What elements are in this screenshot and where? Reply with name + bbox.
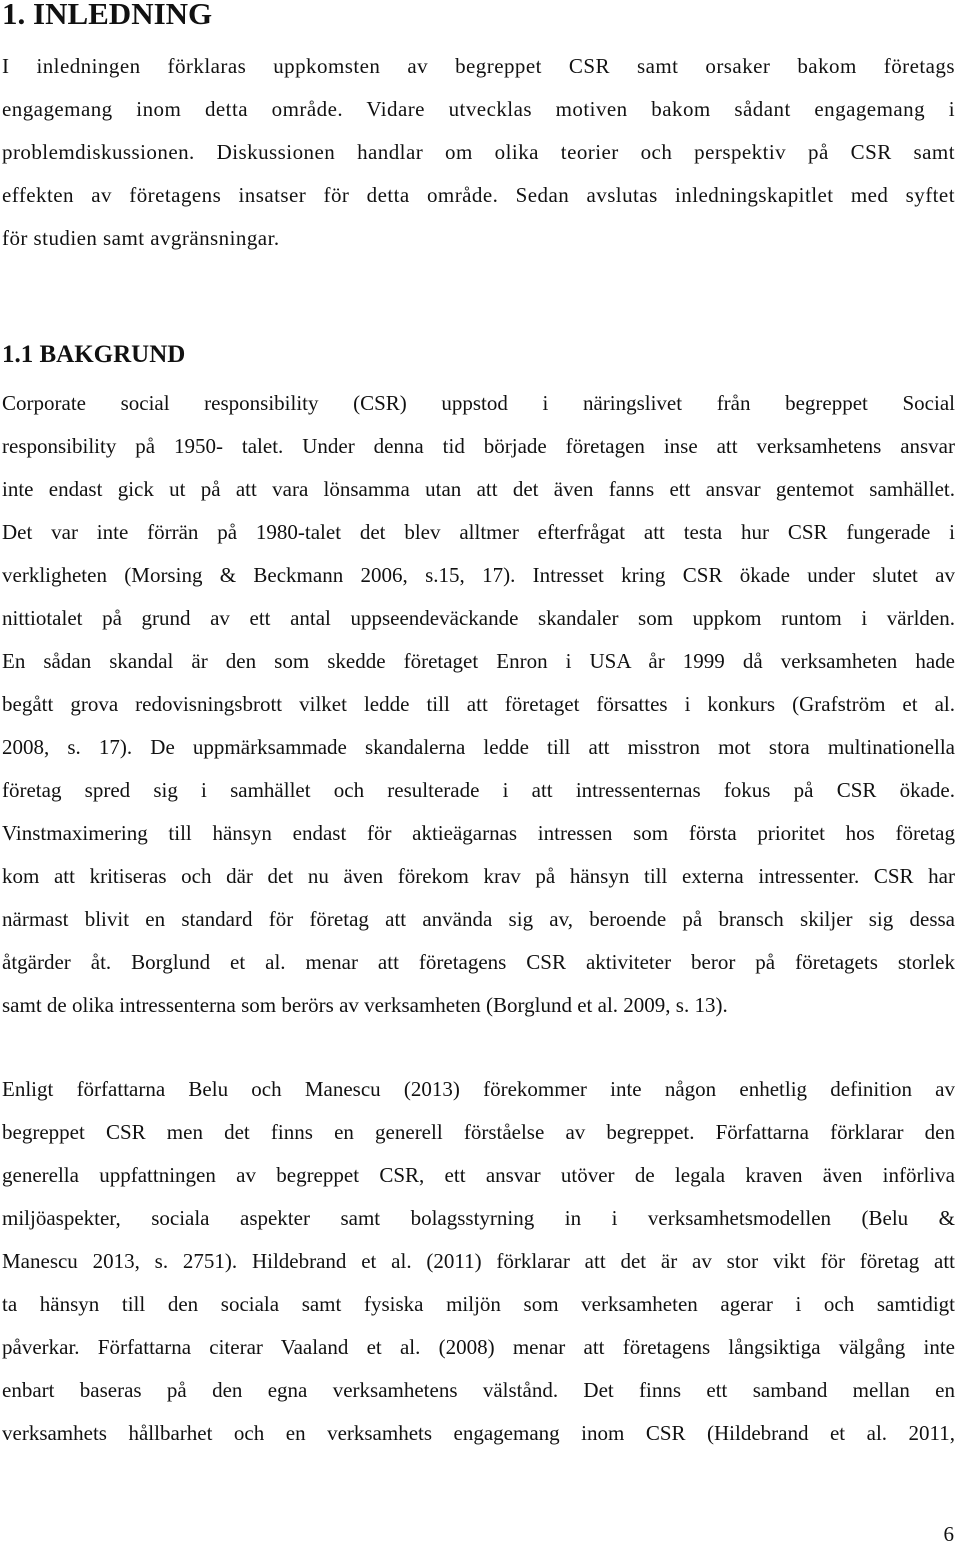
paragraph-line: begreppet CSR men det finns en generell förståelse av begreppet. Författarna förklarar den	[2, 1120, 955, 1144]
paragraph-line: kom att kritiseras och där det nu även förekom krav på hänsyn till externa intressenter. CSR har	[2, 864, 955, 888]
intro-line: engagemang inom detta område. Vidare utvecklas motiven bakom sådant engagemang i	[2, 97, 955, 121]
background-paragraph-1	[2, 382, 955, 1027]
paragraph-line: Vinstmaximering till hänsyn endast för aktieägarnas intressen som första prioritet hos företag	[2, 821, 955, 845]
paragraph-line: Det var inte förrän på 1980-talet det blev alltmer efterfrågat att testa hur CSR fungerade i	[2, 520, 955, 544]
paragraph-line: Enligt författarna Belu och Manescu (2013) förekommer inte någon enhetlig definition av	[2, 1077, 955, 1101]
paragraph-line: Manescu 2013, s. 2751). Hildebrand et al. (2011) förklarar att det är av stor vikt för företag att	[2, 1249, 955, 1273]
paragraph-line: nittiotalet på grund av ett antal uppseendeväckande skandaler som uppkom runtom i världen.	[2, 606, 955, 630]
paragraph-line: generella uppfattningen av begreppet CSR, ett ansvar utöver de legala kraven även införliva	[2, 1163, 955, 1187]
paragraph-line: Corporate social responsibility (CSR) uppstod i näringslivet från begreppet Social	[2, 391, 955, 415]
paragraph-line: påverkar. Författarna citerar Vaaland et al. (2008) menar att företagens långsiktiga välgång inte	[2, 1335, 955, 1359]
paragraph-line: verkligheten (Morsing & Beckmann 2006, s.15, 17). Intresset kring CSR ökade under slutet av	[2, 563, 955, 587]
paragraph-line: verksamhets hållbarhet och en verksamhets engagemang inom CSR (Hildebrand et al. 2011,	[2, 1421, 955, 1445]
page-number: 6	[943, 1522, 954, 1546]
paragraph-line: 2008, s. 17). De uppmärksammade skandalerna ledde till att misstron mot stora multinationella	[2, 735, 955, 759]
intro-line: effekten av företagens insatser för detta område. Sedan avslutas inledningskapitlet med syftet	[2, 183, 955, 207]
paragraph-line: ta hänsyn till den sociala samt fysiska miljön som verksamheten agerar i och samtidigt	[2, 1292, 955, 1316]
paragraph-line: begått grova redovisningsbrott vilket ledde till att företaget försattes i konkurs (Grafström et al.	[2, 692, 955, 716]
intro-line: för studien samt avgränsningar.	[2, 226, 280, 250]
intro-paragraph	[2, 45, 955, 260]
chapter-heading: 1. INLEDNING	[2, 0, 213, 31]
intro-line: problemdiskussionen. Diskussionen handlar om olika teorier och perspektiv på CSR samt	[2, 140, 955, 164]
paragraph-line: enbart baseras på den egna verksamhetens välstånd. Det finns ett samband mellan en	[2, 1378, 955, 1402]
paragraph-line: miljöaspekter, sociala aspekter samt bolagsstyrning in i verksamhetsmodellen (Belu &	[2, 1206, 955, 1230]
background-paragraph-2	[2, 1068, 955, 1455]
paragraph-line: inte endast gick ut på att vara lönsamma utan att det även fanns ett ansvar gentemot samhället.	[2, 477, 955, 501]
paragraph-line: samt de olika intressenterna som berörs av verksamheten (Borglund et al. 2009, s. 13).	[2, 993, 728, 1017]
paragraph-line: närmast blivit en standard för företag att använda sig av, beroende på bransch skiljer sig dessa	[2, 907, 955, 931]
section-heading: 1.1 BAKGRUND	[2, 341, 186, 368]
intro-line: I inledningen förklaras uppkomsten av begreppet CSR samt orsaker bakom företags	[2, 54, 955, 78]
paragraph-line: företag spred sig i samhället och resulterade i att intressenternas fokus på CSR ökade.	[2, 778, 955, 802]
paragraph-line: responsibility på 1950- talet. Under denna tid började företagen inse att verksamhetens ansvar	[2, 434, 955, 458]
paragraph-line: åtgärder åt. Borglund et al. menar att företagens CSR aktiviteter beror på företagets storlek	[2, 950, 955, 974]
paragraph-line: En sådan skandal är den som skedde företaget Enron i USA år 1999 då verksamheten hade	[2, 649, 955, 673]
